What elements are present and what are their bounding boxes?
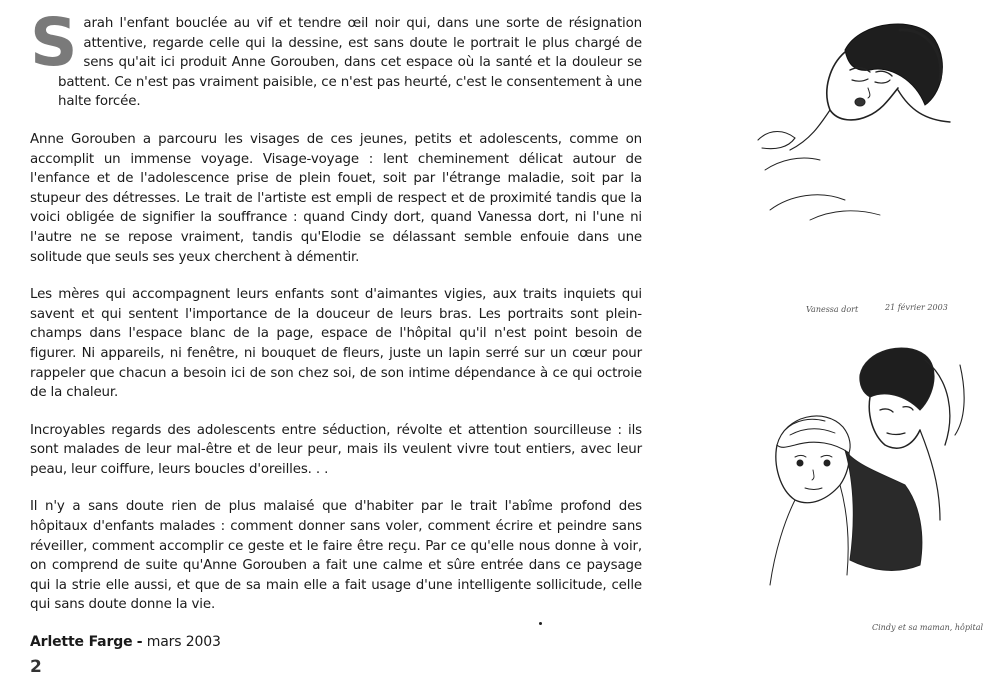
paragraph-1-text: arah l'enfant bouclée au vif et tendre œil noir qui, dans une sorte de résignation attentive, regarde celle qui la dessine, est sans doute le portrait le plus chargé de sens qu'ait ici produit Anne Gorouben, dans cet espace où la santé et la douleur se battent. Ce n'est pas vraiment paisible, ce n'est pas heurté, c'est le consentement à une halte forcée. [58,16,642,110]
sleeping-girl-drawing [750,10,990,240]
top-drawing-caption-date: 21 février 2003 [885,303,948,312]
author-name: Arlette Farge [30,634,133,651]
paragraph-1 [30,4,642,112]
paragraph-3: Les mères qui accompagnent leurs enfants sont d'aimantes vigies, aux traits inquiets qui savent et qui sentent l'importance de la douceur de leurs bras. Les portraits sont plein-champs dans l'espace blanc de la page, espace de l'hôpital qu'il n'est point besoin de figurer. Ni appareils, ni fenêtre, ni bouquet de fleurs, juste un lapin serré sur un cœur pour rappeler que chacun a besoin ici de son chez soi, de son intime dépendance à ce qui octroie de la chaleur. [30,287,642,401]
publication-date: mars 2003 [146,634,221,651]
article-body [30,4,642,653]
page-number: 2 [30,657,42,677]
bottom-drawing-caption: Cindy et sa maman, hôpital [872,623,984,632]
top-drawing-caption-name: Vanessa dort [806,305,859,314]
child-and-mother-drawing [755,335,990,620]
stray-dot [539,622,542,625]
paragraph-4: Incroyables regards des adolescents entre séduction, révolte et attention sourcilleuse : ils sont malades de leur mal-être et de leur peur, mais ils veulent vivre tout entiers, avec leur peau, leur coiffure, leurs boucles d'oreilles. . . [30,422,642,477]
drop-cap: S [30,4,78,81]
date-separator: - [136,634,143,651]
paragraph-5: Il n'y a sans doute rien de plus malaisé que d'habiter par le trait l'abîme profond des hôpitaux d'enfants malades : comment donner sans voler, comment écrire et peindre sans réveiller, comment accomplir ce geste et le faire être reçu. Par ce qu'elle nous donne à voir, on comprend de suite qu'Anne Gorouben a fait une calme et sûre entrée dans ce paysage qui la strie elle aussi, et que de sa main elle a fait usage d'une intelligente sollicitude, celle qui sans doute donne la vie. [30,499,642,613]
paragraph-2: Anne Gorouben a parcouru les visages de ces jeunes, petits et adolescents, comme on accomplit un immense voyage. Visage-voyage : lent cheminement délicat autour de l'enfance et de l'adolescence prise de plein fouet, soit par l'étrange maladie, soit par la stupeur des détresses. Le trait de l'artiste est empli de respect et de proximité tandis que la voici obligée de signifier la souffrance : quand Cindy dort, quand Vanessa dort, ni l'une ni l'autre ne se repose vraiment, tandis qu'Elodie se délassant semble enfouie dans une solitude que seuls ses yeux cherchent à démentir. [30,131,642,265]
signature [30,633,642,653]
